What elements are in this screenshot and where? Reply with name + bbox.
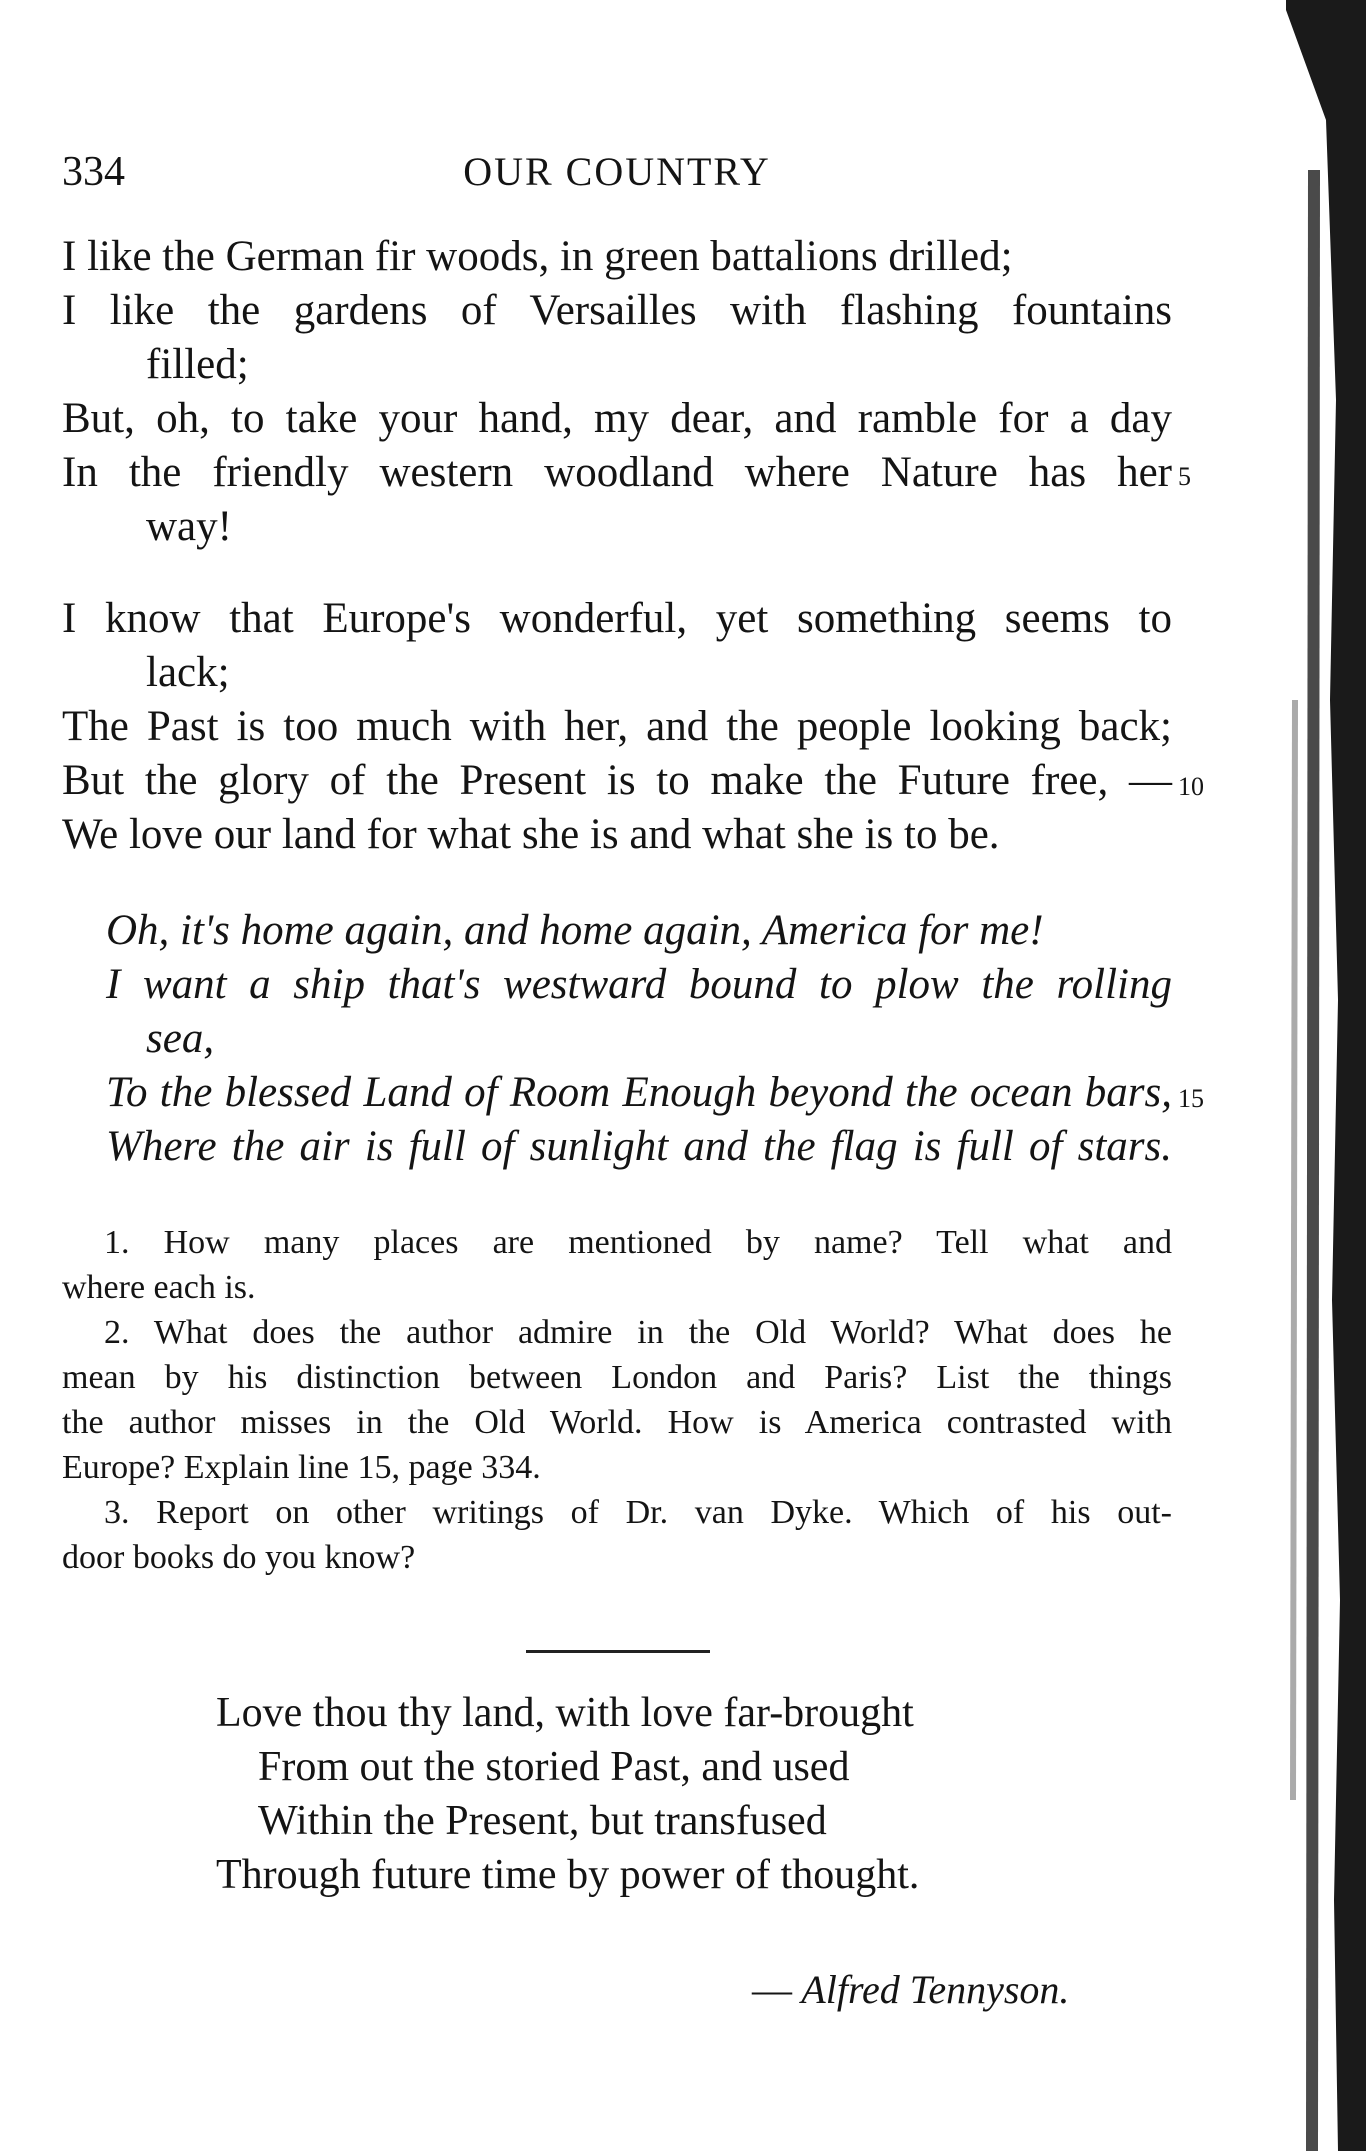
poem-line: I like the gardens of Versailles with flashing fountains [62,287,1172,334]
poem-line: The Past is too much with her, and the people looking back; [62,703,1172,750]
poem-line: I like the German fir woods, in green battalions drilled; [62,233,1013,280]
attribution-dash: — [752,1967,792,2012]
attribution [752,1966,1069,2013]
poem-line: In the friendly western woodland where Nature has her [62,449,1172,496]
page-header [62,148,1172,208]
poem-line: But the glory of the Present is to make the Future free, — [62,757,1172,804]
question-line: Europe? Explain line 15, page 334. [62,1449,541,1486]
poem-line: filled; [146,341,249,388]
poem-line: But, oh, to take your hand, my dear, and ramble for a day [62,395,1172,442]
epigraph-line: From out the storied Past, and used [258,1744,850,1790]
question-2 [62,1310,1172,1490]
question-3 [62,1490,1172,1580]
question-line: 1. How many places are mentioned by name? Tell what and [104,1224,1172,1261]
attribution-author: Alfred Tennyson. [801,1967,1070,2012]
poem-line: I know that Europe's wonderful, yet something seems to [62,595,1172,642]
question-line: door books do you know? [62,1539,416,1576]
line-number: 5 [1178,462,1191,491]
epigraph-line: Love thou thy land, with love far-brought [216,1690,914,1736]
question-1 [62,1220,1172,1310]
epigraph-line: Through future time by power of thought. [216,1852,920,1898]
poem-line: lack; [146,649,230,696]
question-line: 2. What does the author admire in the Old World? What does he [104,1314,1172,1351]
section-divider [526,1650,710,1653]
refrain-line: Where the air is full of sunlight and the flag is full of stars. [106,1123,1172,1170]
refrain-line: Oh, it's home again, and home again, America for me! [106,907,1044,954]
refrain-line: To the blessed Land of Room Enough beyond the ocean bars, [106,1069,1172,1116]
running-title: OUR COUNTRY [463,149,771,194]
refrain-line: I want a ship that's westward bound to plow the rolling [106,961,1172,1008]
line-number: 10 [1178,772,1204,801]
question-line: the author misses in the Old World. How is America contrasted with [62,1404,1172,1441]
scanned-binding-edge [1286,0,1366,2151]
question-line: where each is. [62,1269,256,1306]
line-number: 15 [1178,1084,1204,1113]
page-number: 334 [62,149,125,195]
question-line: 3. Report on other writings of Dr. van Dyke. Which of his out- [104,1494,1172,1531]
poem-line: way! [146,503,232,550]
refrain-line: sea, [146,1015,215,1062]
question-line: mean by his distinction between London and Paris? List the things [62,1359,1172,1396]
poem-line: We love our land for what she is and what she is to be. [62,811,1000,858]
epigraph-line: Within the Present, but transfused [258,1798,827,1844]
